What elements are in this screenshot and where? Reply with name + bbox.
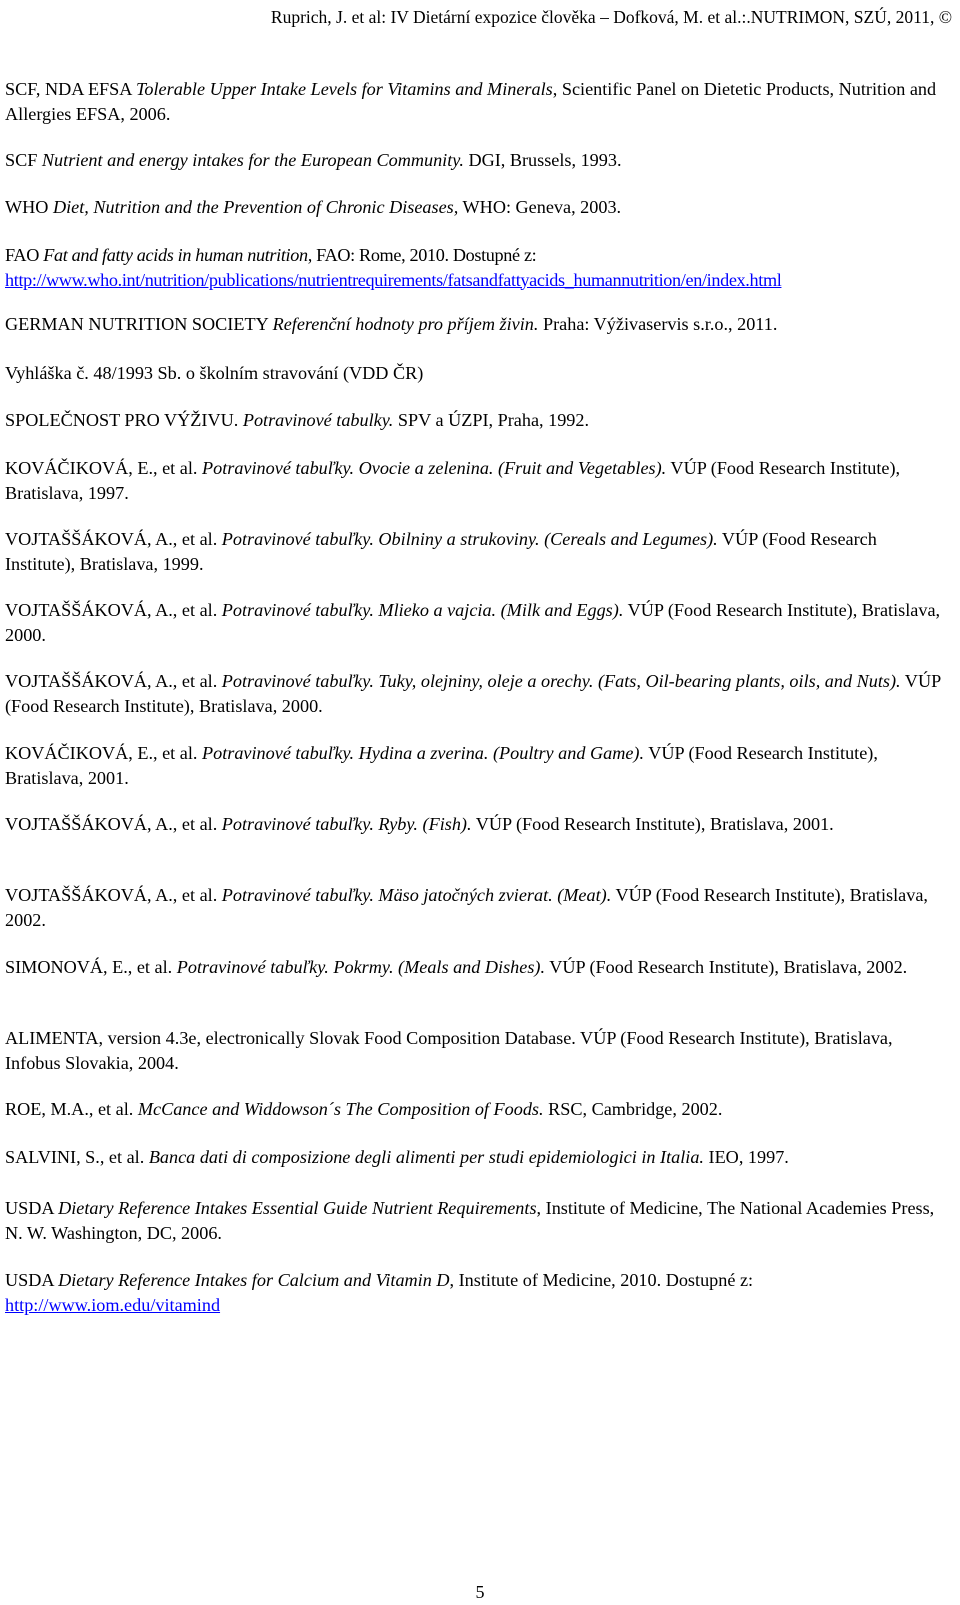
reference-text: USDA bbox=[5, 1198, 59, 1218]
reference-title: Tolerable Upper Intake Levels for Vitamins and Minerals bbox=[135, 79, 553, 99]
reference-text: ROE, M.A., et al. bbox=[5, 1099, 138, 1119]
reference-item bbox=[5, 669, 950, 718]
reference-item bbox=[5, 195, 950, 220]
reference-item bbox=[5, 741, 950, 790]
reference-text: GERMAN NUTRITION SOCIETY bbox=[5, 314, 273, 334]
reference-title: Dietary Reference Intakes Essential Guide Nutrient Requirements bbox=[58, 1198, 537, 1218]
reference-text: SCF bbox=[5, 150, 42, 170]
reference-link[interactable]: http://www.iom.edu/vitamind bbox=[5, 1294, 221, 1315]
reference-title: Potravinové tabuľky. Mäso jatočných zvierat. (Meat). bbox=[221, 885, 612, 905]
reference-title: Potravinové tabuľky. Pokrmy. (Meals and Dishes). bbox=[176, 957, 546, 977]
reference-text: VÚP (Food Research Institute), Bratislava, 2000. bbox=[5, 600, 941, 645]
reference-title: Potravinové tabulky. bbox=[242, 410, 394, 430]
reference-item bbox=[5, 812, 950, 837]
reference-text: KOVÁČIKOVÁ, E., et al. bbox=[5, 743, 202, 763]
reference-title: Potravinové tabuľky. Mlieko a vajcia. (Milk and Eggs). bbox=[221, 600, 624, 620]
reference-text: SIMONOVÁ, E., et al. bbox=[5, 957, 177, 977]
reference-item bbox=[5, 243, 950, 292]
reference-text: VÚP (Food Research Institute), Bratislava, 2002. bbox=[5, 885, 928, 930]
reference-text: VOJTAŠŠÁKOVÁ, A., et al. bbox=[5, 671, 222, 691]
reference-item bbox=[5, 456, 950, 505]
reference-text: IEO, 1997. bbox=[703, 1147, 789, 1167]
reference-item bbox=[5, 312, 950, 337]
reference-title: Potravinové tabuľky. Tuky, olejniny, oleje a orechy. (Fats, Oil-bearing plants, oils, and Nuts). bbox=[221, 671, 901, 691]
reference-title: Banca dati di composizione degli alimenti per studi epidemiologici in Italia. bbox=[148, 1147, 704, 1167]
reference-text: VÚP (Food Research Institute), Bratislava, 1997. bbox=[5, 458, 901, 503]
reference-text: WHO: Geneva, 2003. bbox=[458, 197, 622, 217]
reference-item bbox=[5, 955, 950, 980]
reference-text: VOJTAŠŠÁKOVÁ, A., et al. bbox=[5, 814, 222, 834]
reference-text: SALVINI, S., et al. bbox=[5, 1147, 149, 1167]
reference-text: ALIMENTA, version 4.3e, electronically Slovak Food Composition Database. VÚP (Food Research Institute), Bratislava, Infobus Slovakia, 2004. bbox=[5, 1028, 893, 1073]
reference-text: VÚP (Food Research Institute), Bratislava, 2000. bbox=[5, 671, 941, 716]
reference-text: KOVÁČIKOVÁ, E., et al. bbox=[5, 458, 202, 478]
reference-title: Potravinové tabuľky. Obilniny a strukoviny. (Cereals and Legumes). bbox=[221, 529, 718, 549]
reference-text: VOJTAŠŠÁKOVÁ, A., et al. bbox=[5, 600, 222, 620]
reference-item bbox=[5, 148, 950, 173]
reference-text: , Institute of Medicine, 2010. Dostupné z: bbox=[449, 1270, 754, 1290]
reference-link[interactable]: http://www.who.int/nutrition/publications/nutrientrequirements/fatsandfattyacids_humannutrition/en/index.html bbox=[5, 269, 782, 290]
reference-title: Nutrient and energy intakes for the European Community. bbox=[41, 150, 464, 170]
reference-text: WHO bbox=[5, 197, 53, 217]
reference-text: VÚP (Food Research Institute), Bratislava, 2001. bbox=[471, 814, 834, 834]
reference-text: VOJTAŠŠÁKOVÁ, A., et al. bbox=[5, 885, 222, 905]
reference-title: Diet, Nutrition and the Prevention of Chronic Diseases, bbox=[52, 197, 459, 217]
reference-text: VÚP (Food Research Institute), Bratislava, 2001. bbox=[5, 743, 878, 788]
reference-item bbox=[5, 883, 950, 932]
reference-text: Vyhláška č. 48/1993 Sb. o školním stravování (VDD ČR) bbox=[5, 363, 424, 383]
reference-text: FAO bbox=[5, 245, 44, 265]
reference-item bbox=[5, 408, 950, 433]
reference-title: Dietary Reference Intakes for Calcium and Vitamin D bbox=[58, 1270, 450, 1290]
reference-title: Fat and fatty acids in human nutrition, bbox=[43, 245, 312, 265]
reference-text: FAO: Rome, 2010. Dostupné z: bbox=[311, 245, 537, 265]
reference-title: Potravinové tabuľky. Ryby. (Fish). bbox=[221, 814, 472, 834]
reference-item bbox=[5, 361, 950, 386]
reference-text: USDA bbox=[5, 1270, 59, 1290]
reference-item bbox=[5, 1097, 950, 1122]
reference-text: , Institute of Medicine, The National Academies Press, N. W. Washington, DC, 2006. bbox=[5, 1198, 935, 1243]
reference-text: VÚP (Food Research Institute), Bratislava, 2002. bbox=[545, 957, 908, 977]
reference-text: SPV a ÚZPI, Praha, 1992. bbox=[393, 410, 590, 430]
reference-title: Potravinové tabuľky. Ovocie a zelenina. (Fruit and Vegetables). bbox=[202, 458, 667, 478]
reference-item bbox=[5, 1026, 950, 1075]
reference-text: , Scientific Panel on Dietetic Products, Nutrition and Allergies EFSA, 2006. bbox=[5, 79, 937, 124]
reference-item bbox=[5, 598, 950, 647]
reference-item bbox=[5, 527, 950, 576]
reference-text: VOJTAŠŠÁKOVÁ, A., et al. bbox=[5, 529, 222, 549]
reference-item bbox=[5, 77, 950, 126]
reference-text: RSC, Cambridge, 2002. bbox=[543, 1099, 723, 1119]
reference-title: Potravinové tabuľky. Hydina a zverina. (Poultry and Game). bbox=[202, 743, 645, 763]
reference-title: McCance and Widdowson´s The Composition of Foods. bbox=[137, 1099, 544, 1119]
reference-item bbox=[5, 1268, 950, 1317]
reference-text: SPOLEČNOST PRO VÝŽIVU. bbox=[5, 410, 243, 430]
reference-text: DGI, Brussels, 1993. bbox=[463, 150, 622, 170]
reference-text: SCF, NDA EFSA bbox=[5, 79, 136, 99]
reference-item bbox=[5, 1196, 950, 1245]
reference-title: Referenční hodnoty pro příjem živin. bbox=[272, 314, 539, 334]
reference-item bbox=[5, 1145, 950, 1170]
page-number: 5 bbox=[475, 1582, 485, 1602]
running-header: Ruprich, J. et al: IV Dietární expozice člověka – Dofková, M. et al.:.NUTRIMON, SZÚ, 2011, © bbox=[270, 7, 952, 27]
reference-text: Praha: Výživaservis s.r.o., 2011. bbox=[538, 314, 778, 334]
reference-text: VÚP (Food Research Institute), Bratislava, 1999. bbox=[5, 529, 877, 574]
